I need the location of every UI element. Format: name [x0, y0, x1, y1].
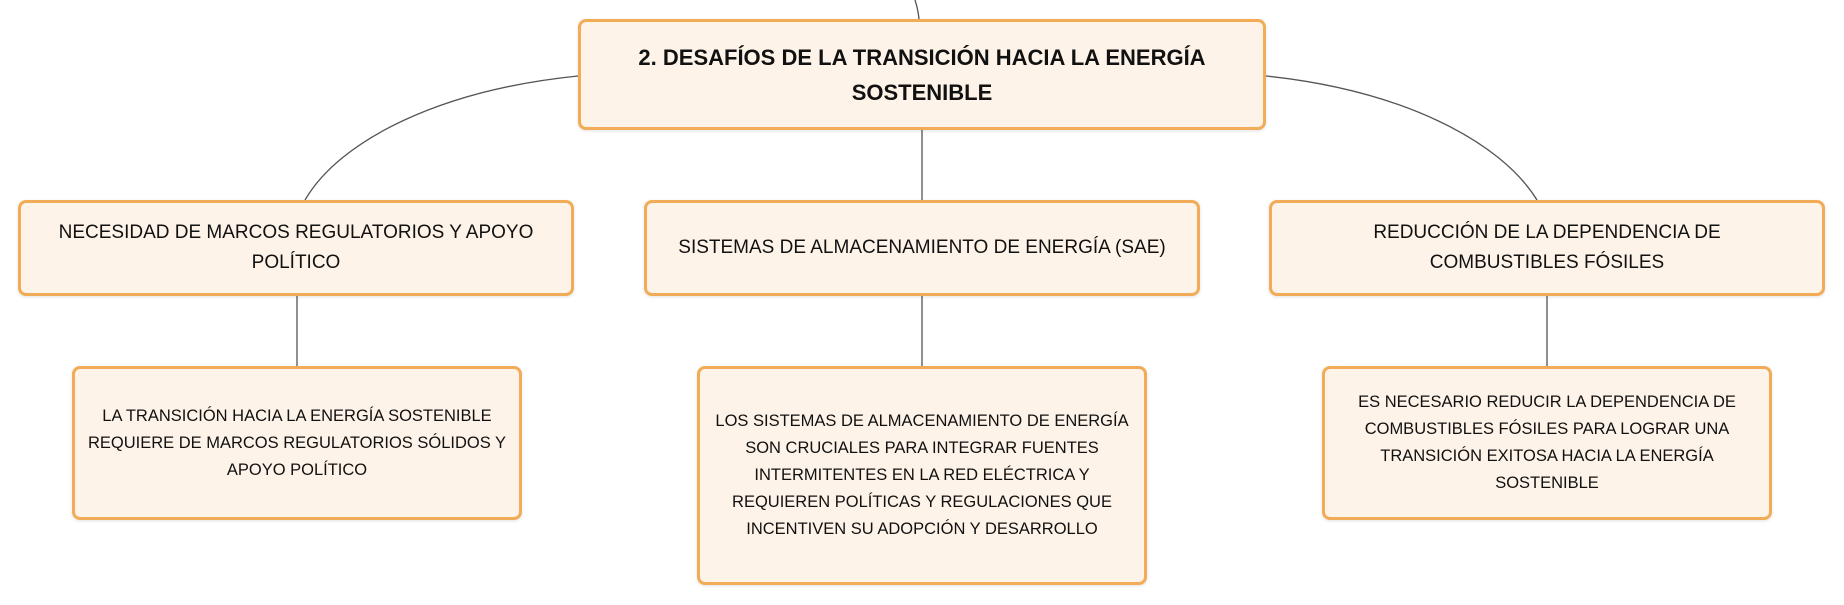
connector-from-parent [915, 0, 919, 19]
branch-node-label: REDUCCIÓN DE LA DEPENDENCIA DE COMBUSTIBLES FÓSILES [1373, 222, 1721, 273]
branch-node-energy-storage[interactable] [644, 200, 1200, 296]
root-node[interactable] [578, 19, 1266, 130]
branch-node-regulatory-frameworks[interactable] [18, 200, 574, 296]
branch-node-label: SISTEMAS DE ALMACENAMIENTO DE ENERGÍA (SAE) [678, 237, 1166, 258]
branch-node-label: NECESIDAD DE MARCOS REGULATORIOS Y APOYO POLÍTICO [58, 222, 534, 273]
detail-node-energy-storage[interactable] [697, 366, 1147, 585]
detail-node-text: ES NECESARIO REDUCIR LA DEPENDENCIA DE COMBUSTIBLES FÓSILES PARA LOGRAR UNA TRANSICIÓN EXITOSA HACIA LA ENERGÍA SOSTENIBLE [1358, 393, 1736, 492]
detail-node-text: LOS SISTEMAS DE ALMACENAMIENTO DE ENERGÍA SON CRUCIALES PARA INTEGRAR FUENTES INTERMITENTES EN LA RED ELÉCTRICA Y REQUIEREN POLÍTICAS Y REGULACIONES QUE INCENTIVEN SU ADOPCIÓN Y DESARROLLO [715, 412, 1129, 538]
detail-node-regulatory-frameworks[interactable] [72, 366, 522, 520]
connector-root-to-branch-3 [1266, 76, 1537, 200]
detail-node-text: LA TRANSICIÓN HACIA LA ENERGÍA SOSTENIBLE REQUIERE DE MARCOS REGULATORIOS SÓLIDOS Y APOYO POLÍTICO [87, 406, 507, 479]
connector-root-to-branch-1 [305, 76, 578, 200]
root-node-label: 2. DESAFÍOS DE LA TRANSICIÓN HACIA LA ENERGÍA SOSTENIBLE [638, 44, 1206, 105]
detail-node-fossil-fuel-reduction[interactable] [1322, 366, 1772, 520]
branch-node-fossil-fuel-reduction[interactable] [1269, 200, 1825, 296]
